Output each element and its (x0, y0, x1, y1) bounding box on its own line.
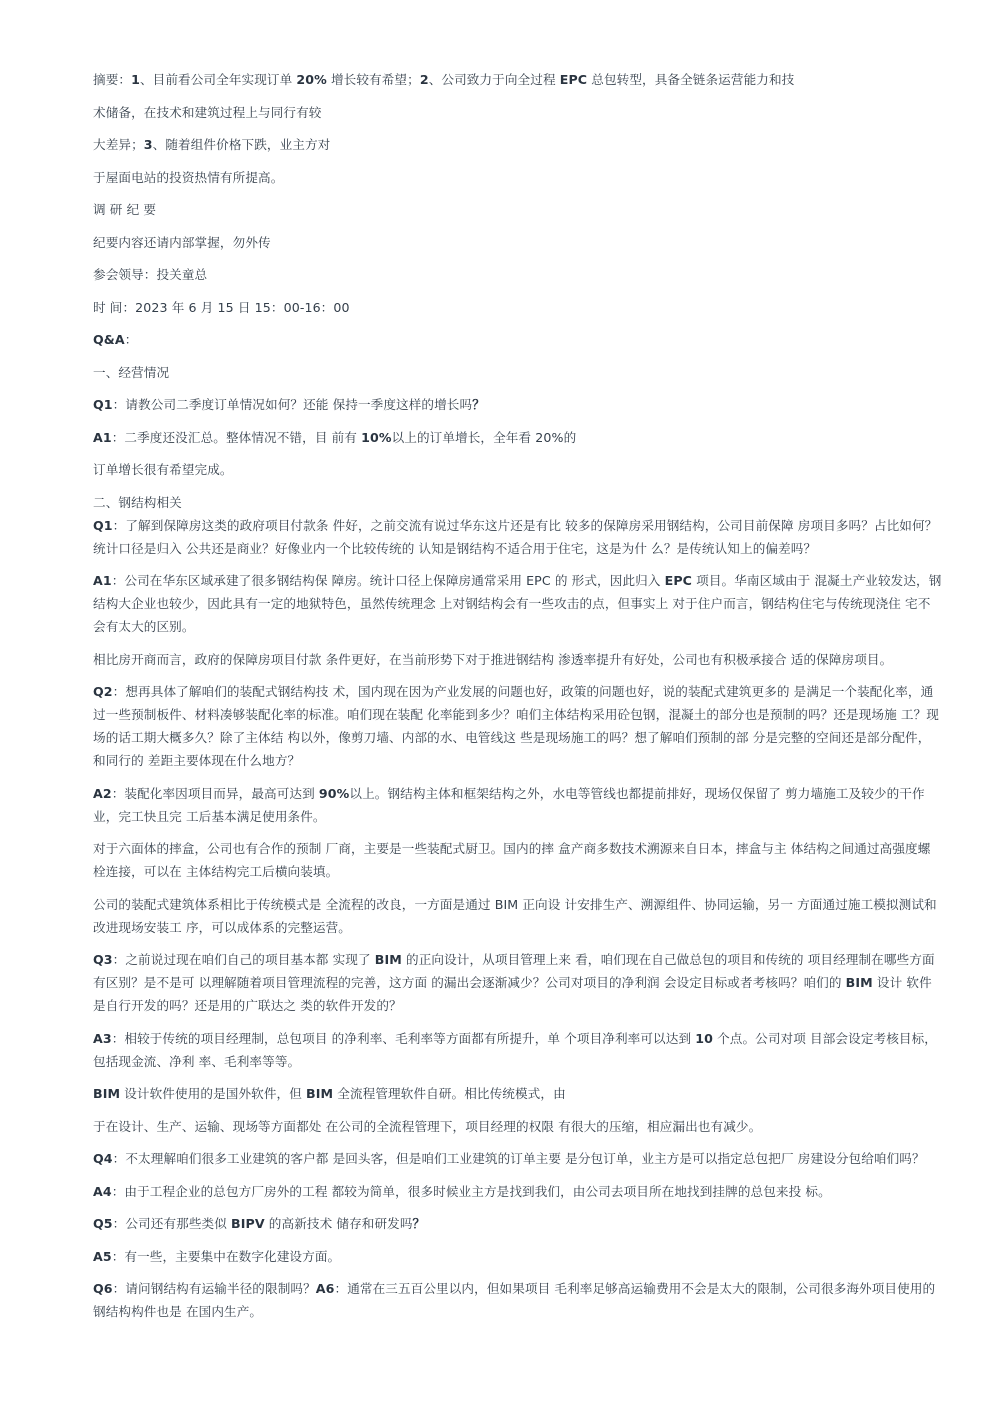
text-run: ： (124, 332, 138, 347)
bold-text: BIM (845, 975, 873, 990)
paragraph (93, 393, 943, 416)
bold-text: A4 (93, 1183, 112, 1199)
paragraph (93, 837, 943, 883)
text-run: ：不太理解咱们很多工业建筑的客户都 是回头客，但是咱们工业建筑的订单主要 是分包订单，业主方是可以指定总包把厂 房建设分包给咱们吗？ (112, 1151, 925, 1166)
paragraph (93, 426, 943, 449)
text-run: 对于六面体的摔盒，公司也有合作的预制 厂商，主要是一些装配式厨卫。国内的摔 盒产商多数技术溯源来自日本，摔盒与主 体结构之间通过高强度螺栓连接，可以在 主体结构完工后横向装填。 (93, 841, 931, 879)
bold-text: EPC (559, 72, 588, 87)
text-run: 项目。华南区域由于 混凝土产业较发达，钢结构大企业也较少，因此具有一定的地狱特色，虽然传统理念 上对钢结构会有一些攻击的点，但事实上 对于住户而言，钢结构住宅与传统现浇住 宅不会有太大的区别。 (93, 573, 942, 634)
paragraph (93, 296, 943, 319)
text-run: 、目前看公司全年实现订单 (139, 72, 297, 87)
paragraph (93, 782, 943, 828)
paragraph (93, 1027, 943, 1073)
text-run: 订单增长很有希望完成。 (93, 462, 233, 477)
bold-text: Q6 (93, 1281, 113, 1296)
text-run: ：有一些，主要集中在数字化建设方面。 (111, 1248, 341, 1264)
bold-text: Q1 (93, 397, 113, 412)
text-run: 时 间：2023 年 6 月 15 日 15：00-16：00 (93, 299, 350, 315)
bold-text: Q4 (93, 1151, 113, 1166)
text-run: 个点。公司对项 目部会设定考核目标，包括现金流、净利 率、毛利率等等。 (93, 1030, 937, 1069)
paragraph (93, 231, 943, 254)
text-run: 于在设计、生产、运输、现场等方面都处 在公司的全流程管理下，项目经理的权限 有很大的压缩，相应漏出也有减少。 (93, 1118, 762, 1134)
text-run: 增长较有希望； (326, 72, 420, 87)
bold-text: 2 (419, 72, 429, 87)
paragraph (93, 893, 943, 939)
text-run: ：通常在三五百公里以内，但如果项目 毛利率足够高运输费用不会是太大的限制，公司很多海外项目使用的钢结构构件也是 在国内生产。 (93, 1281, 936, 1319)
paragraph (93, 514, 943, 560)
bold-text: EPC (664, 573, 693, 588)
paragraph (93, 1180, 943, 1203)
bold-text: BIM (306, 1086, 334, 1101)
bold-text: 20% (296, 72, 327, 87)
text-run: ：请问钢结构有运输半径的限制吗？ (112, 1281, 316, 1296)
bold-text: Q&A (93, 332, 125, 347)
text-run: 设计 软件是自行开发的吗？还是用的广联达之 类的软件开发的？ (93, 975, 932, 1013)
text-run: ：公司在华东区域承建了很多钢结构保 障房。统计口径上保障房通常采用 EPC 的 形式，因此归入 (111, 573, 665, 588)
paragraph (93, 680, 943, 772)
paragraph (93, 166, 943, 189)
text-run: ：装配化率因项目而异，最高可达到 (111, 785, 319, 801)
text-run: ：相较于传统的项目经理制，总包项目 的净利率、毛利率等方面都有所提升，单 个项目净利率可以达到 (111, 1030, 696, 1046)
paragraph (93, 361, 943, 384)
text-run: 的高新技术 储存和研发吗 (264, 1216, 413, 1231)
text-run: 、公司致力于向全过程 (428, 72, 560, 87)
paragraph (93, 328, 943, 351)
bold-text: Q1 (93, 517, 113, 533)
bold-text: 10% (361, 429, 392, 445)
text-run: ：请教公司二季度订单情况如何？还能 保持一季度这样的增长吗 (112, 397, 473, 412)
bold-text: Q3 (93, 952, 113, 967)
text-run: ：之前说过现在咱们自己的项目基本都 实现了 (112, 952, 375, 967)
bold-text: BIPV (231, 1216, 265, 1231)
text-run: 以上的订单增长，全年看 20%的 (391, 429, 577, 445)
paragraph (93, 263, 943, 286)
bold-text: BIM (93, 1086, 121, 1101)
bold-text: A1 (93, 429, 112, 445)
paragraph (93, 1212, 943, 1235)
paragraph (93, 133, 943, 156)
text-run: 相比房开商而言，政府的保障房项目付款 条件更好，在当前形势下对于推进钢结构 渗透率提升有好处，公司也有积极承接合 适的保障房项目。 (93, 651, 893, 667)
text-run: ：公司还有那些类似 (112, 1216, 232, 1231)
bold-text: A5 (93, 1248, 112, 1264)
text-run: 、随着组件价格下跌，业主方对 (152, 137, 331, 152)
bold-text: ？ (472, 397, 485, 412)
text-run: 公司的装配式建筑体系相比于传统模式是 全流程的改良，一方面是通过 BIM 正向设 计安排生产、溯源组件、协同运输，另一 方面通过施工模拟测试和改进现场安装工 序，可以成体系的完整运营。 (93, 896, 937, 935)
text-run: 一、经营情况 (93, 364, 170, 380)
bold-text: 90% (318, 785, 350, 801)
bold-text: A1 (93, 573, 112, 588)
paragraph (93, 68, 943, 91)
paragraph (93, 948, 943, 1017)
bold-text: Q2 (93, 684, 113, 699)
bold-text: BIM (374, 952, 402, 967)
paragraph (93, 458, 943, 481)
text-run: 的正向设计，从项目管理上来 看，咱们现在自己做总包的项目和传统的 项目经理制在哪些方面有区别？是不是可 以理解随着项目管理流程的完善，这方面 的漏出会逐渐减少？公司对项目的净利润 会设定目标或者考核吗？咱们的 (93, 952, 935, 990)
paragraph (93, 1082, 943, 1105)
paragraph (93, 1115, 943, 1138)
text-run: 纪要内容还请内部掌握，勿外传 (93, 234, 271, 250)
paragraph (93, 491, 943, 514)
text-run: 总包转型，具备全链条运营能力和技 (587, 72, 795, 87)
bold-text: A2 (93, 785, 112, 801)
paragraph (93, 1147, 943, 1170)
paragraph (93, 198, 943, 221)
bold-text: 10 (695, 1030, 713, 1046)
text-run: ：想再具体了解咱们的装配式钢结构技 术，国内现在因为产业发展的问题也好，政策的问题也好，说的装配式建筑更多的 是满足一个装配化率，通过一些预制板件、材料凑够装配化率的标准。咱们现在装配 化率能到多少？咱们主体结构采用砼包钢，混凝土的部分也是预制的吗？还是现场施 工？现场的话工期大概多久？除了主体结 构以外，像剪刀墙、内部的水、电管线这 些是现场施工的吗？想了解咱们预制的部 分是完整的空间还是部分配件，和同行的 差距主要体现在什么地方？ (93, 684, 939, 768)
text-run: 设计软件使用的是国外软件，但 (120, 1086, 307, 1101)
text-run: 大差异； (93, 137, 144, 152)
text-run: 以上。钢结构主体和框架结构之外，水电等管线也都提前排好，现场仅保留了 剪力墙施工及较少的干作业，完工快且完 工后基本满足使用条件。 (93, 785, 925, 824)
text-run: 摘要： (93, 72, 132, 87)
text-run: ：由于工程企业的总包方厂房外的工程 都较为简单，很多时候业主方是找到我们，由公司去项目所在地找到挂牌的总包来投 标。 (111, 1183, 831, 1199)
text-run: ：了解到保障房这类的政府项目付款条 件好，之前交流有说过华东这片还是有比 较多的保障房采用钢结构，公司目前保障 房项目多吗？占比如何？统计口径是归入 公共还是商业？好像业内一个比较传统的 认知是钢结构不适合用于住宅，这是为什 么？是传统认知上的偏差吗？ (93, 517, 938, 556)
paragraph (93, 648, 943, 671)
bold-text: 3 (143, 137, 153, 152)
bold-text: A6 (315, 1281, 335, 1296)
bold-text: ？ (412, 1216, 426, 1231)
document-body (93, 68, 943, 1333)
bold-text: A3 (93, 1030, 112, 1046)
text-run: 全流程管理软件自研。相比传统模式，由 (333, 1086, 566, 1101)
text-run: 于屋面电站的投资热情有所提高。 (93, 169, 284, 185)
bold-text: 1 (131, 72, 140, 87)
text-run: 调 研 纪 要 (93, 202, 157, 217)
text-run: 术储备，在技术和建筑过程上与同行有较 (93, 104, 322, 120)
text-run: 二、钢结构相关 (93, 494, 182, 510)
paragraph (93, 1277, 943, 1323)
bold-text: Q5 (93, 1216, 113, 1231)
paragraph (93, 569, 943, 638)
paragraph (93, 1245, 943, 1268)
text-run: ：二季度还没汇总。整体情况不错，目 前有 (111, 429, 362, 445)
paragraph (93, 101, 943, 124)
text-run: 参会领导：投关童总 (93, 267, 208, 282)
